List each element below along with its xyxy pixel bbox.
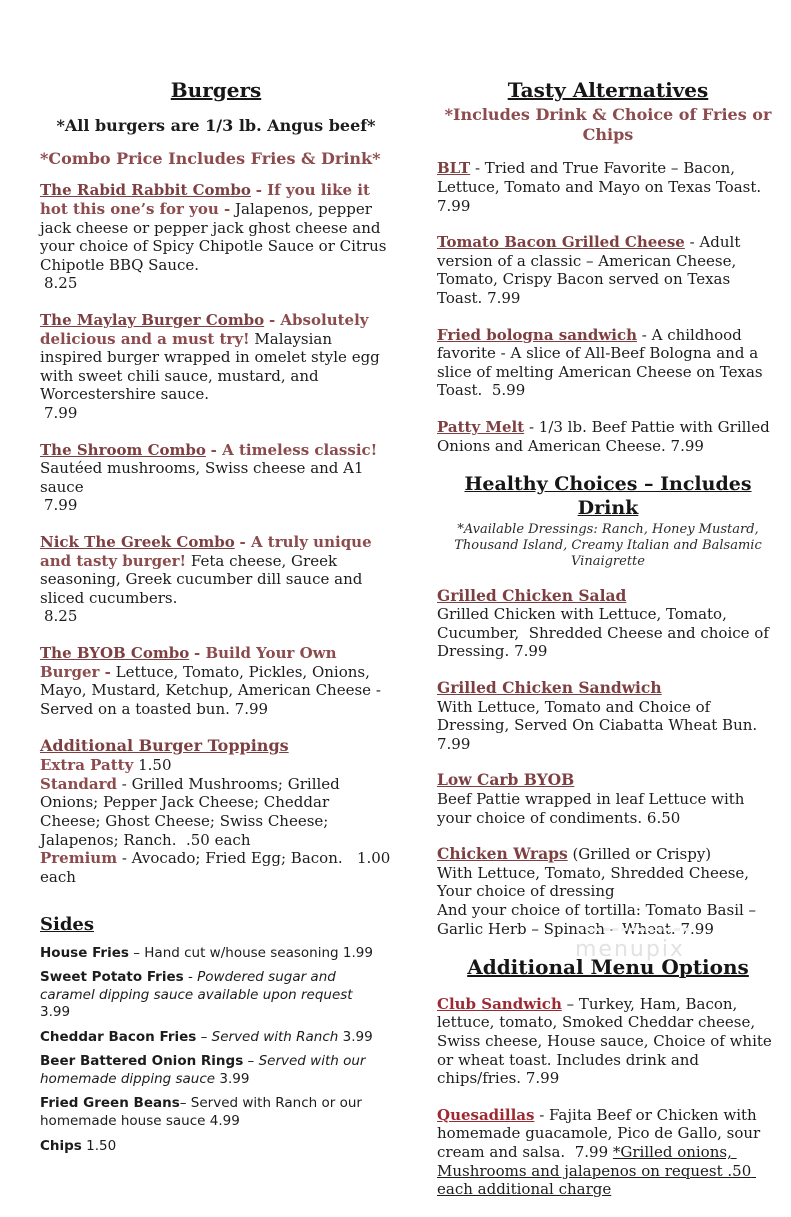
topping-list: - Grilled Mushrooms; Grilled Onions; Pepper Jack Cheese; Cheddar Cheese; Ghost Cheese; Swiss Cheese; Jalapenos; Ranch. .50 each	[40, 774, 345, 849]
toppings-premium	[40, 849, 396, 886]
item-name: Patty Melt	[437, 417, 525, 436]
item-description: With Lettuce, Tomato, Shredded Cheese, Your choice of dressing	[437, 863, 750, 901]
menupix-watermark: menupix	[575, 937, 685, 962]
side-price: 3.99	[342, 1028, 373, 1045]
side-dash: –	[128, 944, 145, 961]
side-item-fried-green-beans	[40, 1095, 392, 1130]
side-description: Powdered sugar and caramel dipping sauce available upon request	[40, 969, 353, 1003]
available-dressings-note: *Available Dressings: Ranch, Honey Mustard, Thousand Island, Creamy Italian and Balsamic Vinaigrette	[454, 522, 762, 570]
menu-item-fried-bologna-sandwich	[437, 326, 779, 400]
item-description-tortillas: And your choice of tortilla: Tomato Basil – Garlic Herb – Spinach – Wheat. 7.99	[437, 900, 757, 938]
side-description: Hand cut w/house seasoning	[144, 944, 339, 961]
menu-item-club-sandwich	[437, 995, 779, 1088]
item-description: Lettuce, Tomato, Pickles, Onions, Mayo, Mustard, Ketchup, American Cheese - Served on a toasted bun.	[40, 662, 381, 718]
side-dash: –	[179, 1095, 191, 1112]
item-description: – Turkey, Ham, Bacon, lettuce, tomato, Smoked Cheddar cheese, Swiss cheese, House sauce, Choice of white or wheat toast. Includes drink and chips/fries. 7.99	[437, 994, 777, 1088]
side-name: Fried Green Beans	[40, 1095, 180, 1112]
item-description: Jalapenos, pepper jack cheese or pepper jack ghost cheese and your choice of Spicy Chipotle Sauce or Citrus Chipotle BBQ Sauce.	[40, 200, 387, 274]
item-tagline: - A timeless classic!	[210, 440, 378, 459]
item-name: The Maylay Burger Combo	[40, 311, 265, 330]
side-name: House Fries	[40, 944, 129, 961]
side-item-cheddar-bacon-fries	[40, 1029, 392, 1047]
sides-list	[40, 945, 392, 1155]
side-description: Served with Ranch or our homemade house sauce	[40, 1095, 362, 1129]
tasty-alternatives-title: Tasty Alternatives	[507, 78, 709, 102]
menu-item-patty-melt	[437, 418, 779, 455]
topping-label: Premium	[40, 849, 118, 868]
item-name: Grilled Chicken Salad	[437, 585, 627, 605]
menu-item-rabid-rabbit-combo	[40, 181, 392, 293]
item-tagline: - Absolutely delicious and a must try!	[40, 311, 369, 348]
side-item-house-fries	[40, 945, 392, 963]
tasty-alternatives-note: *Includes Drink & Choice of Fries or Chips	[444, 104, 772, 144]
sides-section-title: Sides	[40, 914, 95, 936]
item-tagline: - Build Your Own Burger -	[40, 643, 337, 681]
item-description: - Tried and True Favorite – Bacon, Lettuce, Tomato and Mayo on Texas Toast. 7.99	[437, 159, 771, 215]
item-name: Low Carb BYOB	[437, 770, 575, 790]
item-description: Sautéed mushrooms, Swiss cheese and A1 sauce	[40, 459, 364, 496]
side-price: 1.50	[86, 1137, 117, 1154]
item-name: Tomato Bacon Grilled Cheese	[437, 233, 685, 252]
side-dash: –	[196, 1028, 212, 1045]
item-name: The BYOB Combo	[40, 643, 190, 662]
menu-item-byob-combo	[40, 644, 392, 718]
burgers-section-title: Burgers	[170, 78, 262, 102]
additional-burger-toppings	[40, 736, 396, 886]
item-description: With Lettuce, Tomato and Choice of Dressing, Served On Ciabatta Wheat Bun. 7.99	[437, 697, 758, 753]
side-name: Sweet Potato Fries	[40, 969, 184, 986]
toppings-extra-patty	[40, 756, 392, 775]
menu-item-shroom-combo	[40, 441, 392, 515]
item-name: The Shroom Combo	[40, 440, 206, 459]
item-name: Nick The Greek Combo	[40, 532, 235, 551]
item-name: Chicken Wraps	[437, 844, 568, 864]
menu-item-grilled-chicken-salad	[437, 586, 779, 661]
side-name: Beer Battered Onion Rings	[40, 1053, 244, 1070]
healthy-choices-title: Healthy Choices – Includes Drink	[464, 473, 752, 519]
item-name: Fried bologna sandwich	[437, 325, 637, 344]
item-name: Club Sandwich	[437, 994, 562, 1013]
item-tagline: - A truly unique and tasty burger!	[40, 532, 372, 570]
toppings-title: Additional Burger Toppings	[40, 736, 289, 756]
item-description: Grilled Chicken with Lettuce, Tomato, Cucumber, Shredded Cheese and choice of Dressing. 7.99	[437, 605, 774, 661]
side-item-sweet-potato-fries	[40, 969, 392, 1022]
menu-item-chicken-wraps	[437, 844, 779, 938]
side-name: Chips	[40, 1137, 82, 1154]
side-description: Served with Ranch	[211, 1028, 339, 1045]
item-description: - Fajita Beef or Chicken with homemade guacamole, Pico de Gallo, sour cream and salsa. 7.99	[437, 1105, 765, 1162]
left-column	[40, 78, 396, 1217]
menu-item-blt	[437, 159, 779, 215]
item-name-suffix: (Grilled or Crispy)	[567, 845, 712, 864]
menu-item-grilled-chicken-sandwich	[437, 678, 779, 753]
item-name: Quesadillas	[437, 1105, 535, 1124]
combo-price-note: *Combo Price Includes Fries & Drink*	[40, 148, 381, 168]
menu-item-nick-the-greek-combo	[40, 533, 392, 626]
toppings-standard	[40, 775, 392, 849]
side-dash: -	[183, 969, 198, 986]
item-description: Malaysian inspired burger wrapped in omelet style egg with sweet chili sauce, mustard, and Worcestershire sauce.	[40, 329, 380, 404]
item-description: Beef Pattie wrapped in leaf Lettuce with your choice of condiments. 6.50	[437, 789, 745, 827]
item-tagline: - If you like it hot this one’s for you -	[40, 181, 370, 219]
additional-menu-options-title: Additional Menu Options	[467, 955, 749, 980]
watermark-dashes	[577, 928, 689, 931]
item-price: 7.99	[44, 496, 78, 515]
side-dash: –	[243, 1053, 259, 1070]
item-price: 8.25	[44, 607, 78, 626]
menu-item-maylay-burger-combo	[40, 311, 392, 423]
item-price: 7.99	[44, 403, 78, 422]
menu-item-quesadillas	[437, 1106, 779, 1199]
item-description: - A childhood favorite - A slice of All-Beef Bologna and a slice of melting American Cheese on Texas Toast. 5.99	[437, 325, 768, 400]
side-item-chips	[40, 1138, 392, 1156]
item-price: 7.99	[234, 699, 269, 718]
item-note-underlined: *Grilled onions, Mushrooms and jalapenos on request .50 each additional charge	[437, 1143, 757, 1199]
side-description: Served with our homemade dipping sauce	[40, 1053, 366, 1087]
item-description: - Adult version of a classic – American Cheese, Tomato, Crispy Bacon served on Texas Toast. 7.99	[437, 233, 746, 308]
topping-label: Standard	[40, 774, 117, 793]
right-column	[437, 78, 779, 1217]
topping-label: Extra Patty	[40, 756, 134, 775]
burgers-subtitle: *All burgers are 1/3 lb. Angus beef*	[56, 115, 376, 135]
side-price: 3.99	[219, 1070, 250, 1087]
item-name: Grilled Chicken Sandwich	[437, 677, 662, 697]
item-price: 8.25	[44, 274, 78, 293]
menu-item-low-carb-byob	[437, 770, 779, 827]
side-item-beer-battered-onion-rings	[40, 1053, 392, 1088]
side-price: 3.99	[40, 1004, 71, 1021]
side-price: 1.99	[342, 944, 373, 961]
item-name: The Rabid Rabbit Combo	[40, 181, 251, 200]
side-name: Cheddar Bacon Fries	[40, 1028, 197, 1045]
item-description: Feta cheese, Greek seasoning, Greek cucumber dill sauce and sliced cucumbers.	[40, 551, 363, 607]
item-name: BLT	[437, 159, 471, 178]
side-price: 4.99	[209, 1112, 240, 1129]
item-description: - 1/3 lb. Beef Pattie with Grilled Onions and American Cheese. 7.99	[437, 417, 775, 455]
topping-list: - Avocado; Fried Egg; Bacon. 1.00 each	[40, 849, 396, 886]
topping-price: 1.50	[138, 756, 172, 775]
menu-item-tomato-bacon-grilled-cheese	[437, 233, 779, 307]
